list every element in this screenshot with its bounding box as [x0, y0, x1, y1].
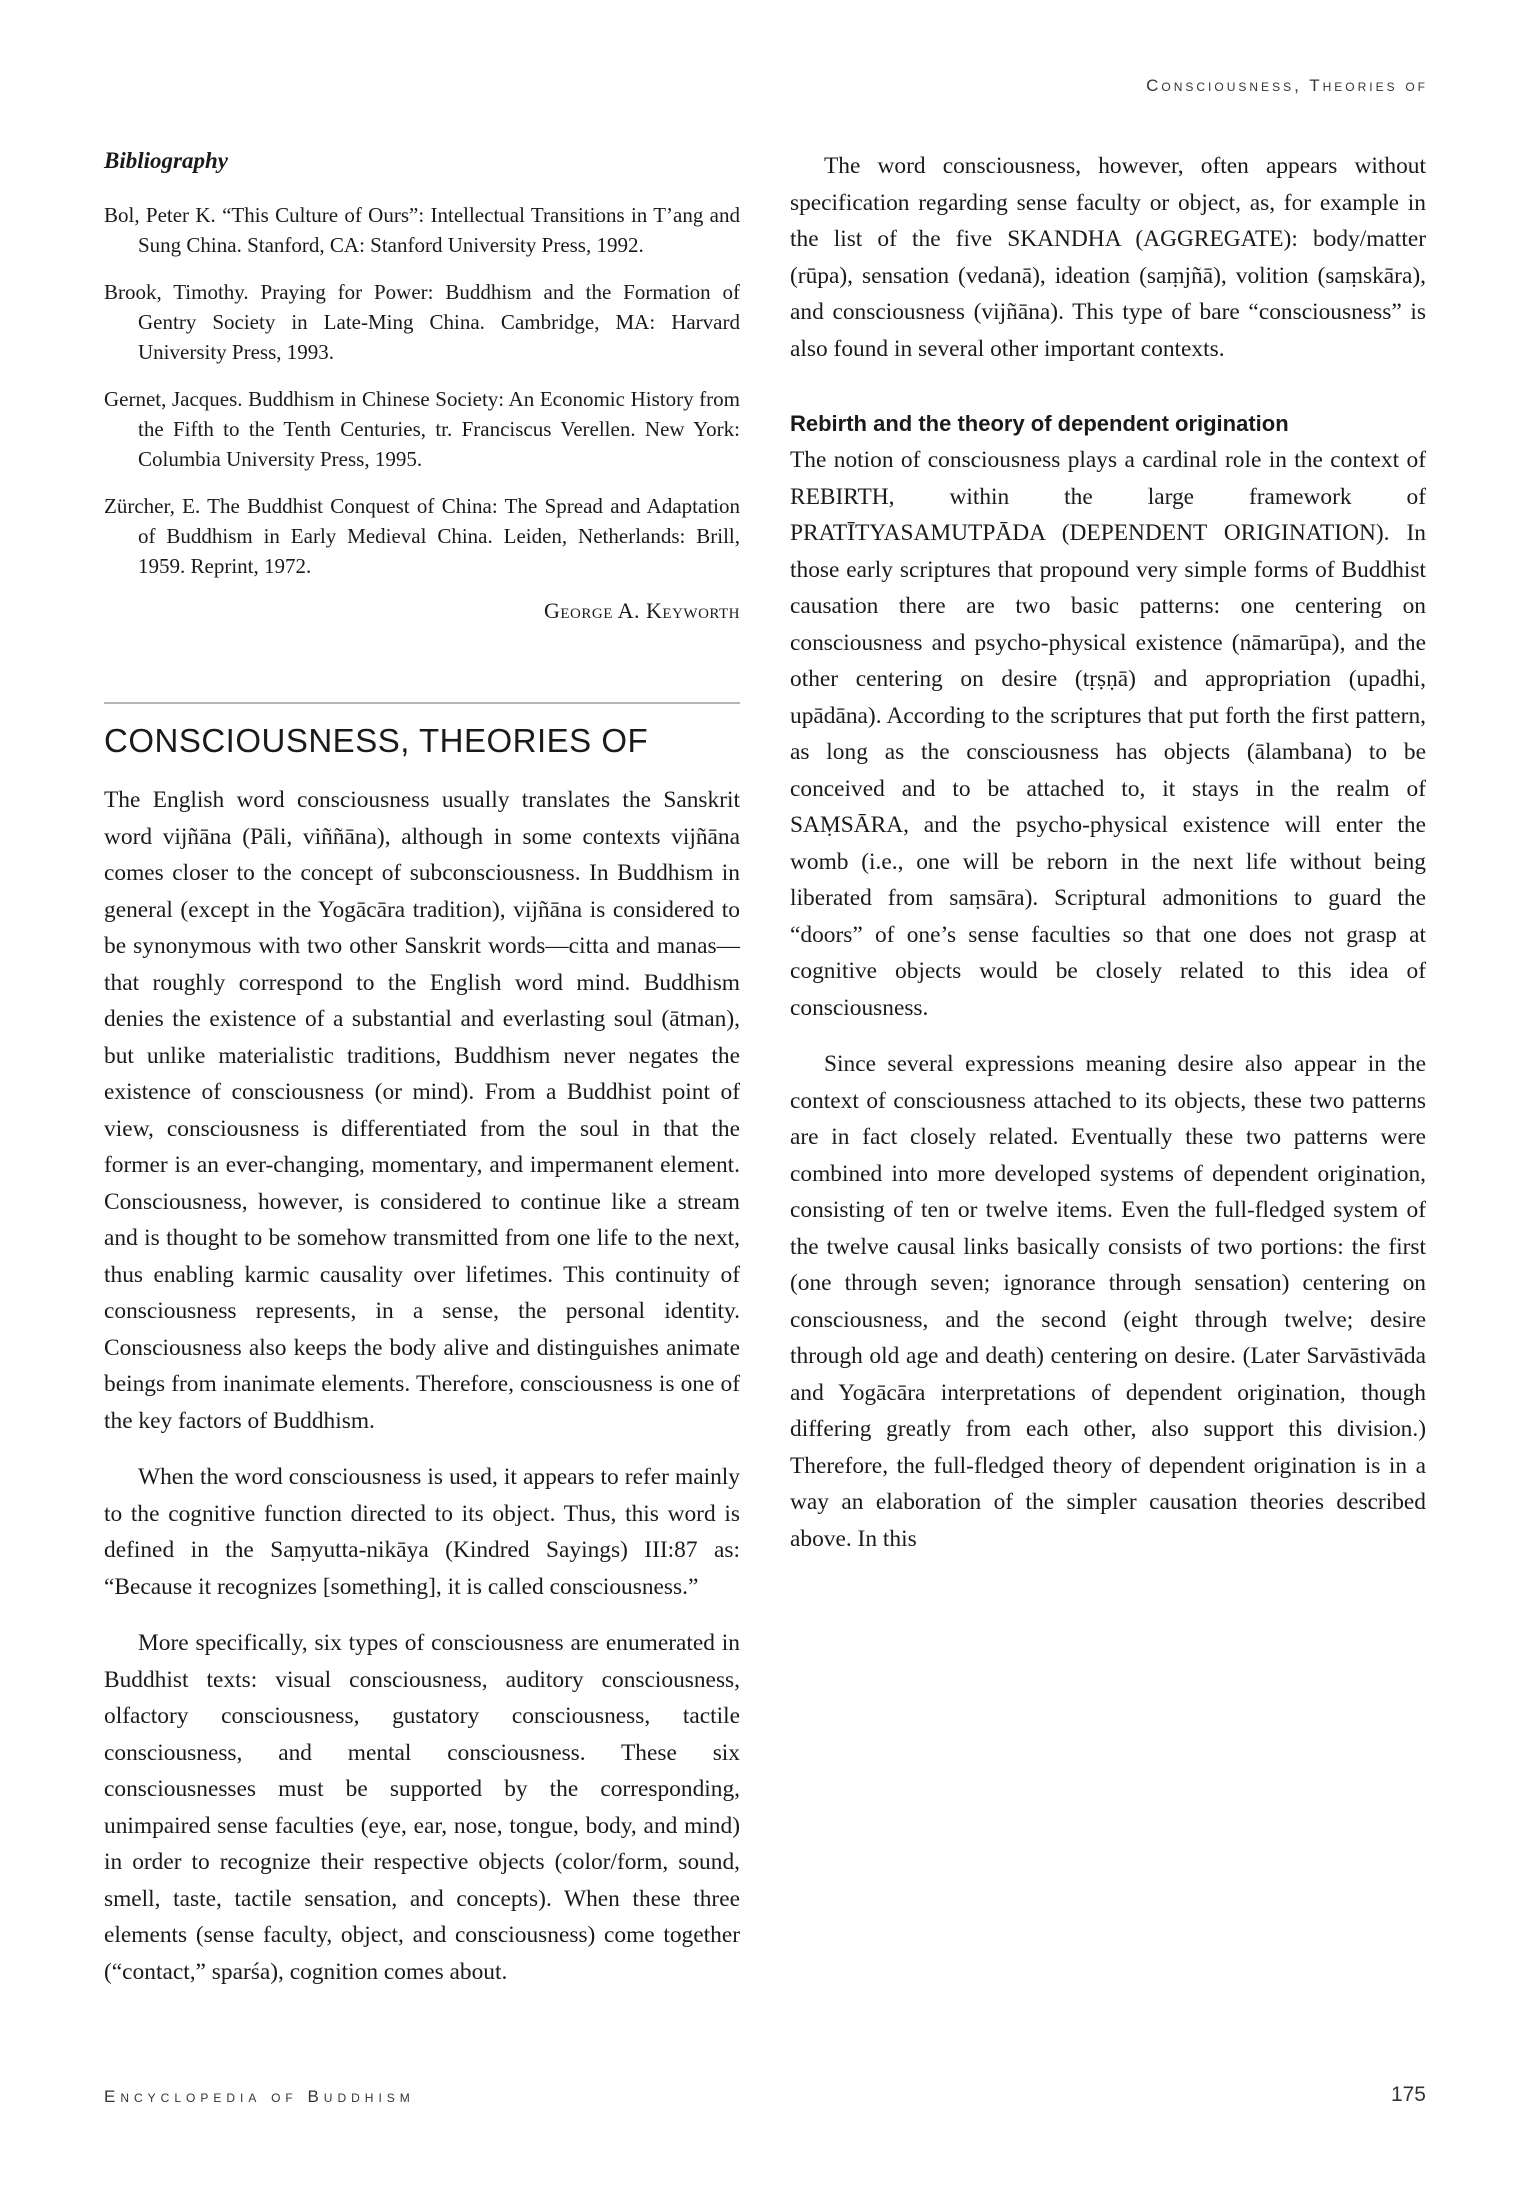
bibliography-entry: Zürcher, E. The Buddhist Conquest of China: The Spread and Adaptation of Buddhism in Early Medieval China. Leiden, Netherlands: Brill, 1959. Reprint, 1972.: [104, 494, 740, 578]
article-paragraph: When the word consciousness is used, it appears to refer mainly to the cognitive function directed to its object. Thus, this word is defined in the Saṃyutta-nikāya (Kindred Sayings) III:87 as: “Because it recognizes [something], it is called consciousness.”: [104, 1464, 740, 1600]
bibliography-heading: Bibliography: [104, 148, 228, 173]
article-paragraph: More specifically, six types of consciousness are enumerated in Buddhist texts: visual consciousness, auditory consciousness, olfactory consciousness, gustatory consciousness, tactile consciousness, and mental consciousness. These six consciousnesses must be supported by the corresponding, unimpaired sense faculties (eye, ear, nose, tongue, body, and mind) in order to recognize their respective objects (color/form, sound, smell, taste, tactile sensation, and concepts). When these three elements (sense faculty, object, and consciousness) come together (“contact,” sparśa), cognition comes about.: [104, 1630, 740, 1985]
article-paragraph: Since several expressions meaning desire also appear in the context of consciousness attached to its objects, these two patterns are in fact closely related. Eventually these two patterns were combined into more developed systems of dependent origination, consisting of ten or twelve items. Even the full-fledged system of the twelve causal links basically consists of two portions: the first (one through seven; ignorance through sensation) centering on consciousness, and the second (eight through twelve; desire through old age and death) centering on desire. (Later Sarvāstivāda and Yogācāra interpretations of dependent origination, though differing greatly from each other, also support this division.) Therefore, the full-fledged theory of dependent origination is in a way an elaboration of the simpler causation theories described above. In this: [790, 1051, 1426, 1552]
right-column: [790, 148, 1426, 1577]
footer-publication: Encyclopedia of Buddhism: [104, 2087, 415, 2106]
bibliography-entry: Brook, Timothy. Praying for Power: Buddhism and the Formation of Gentry Society in Late-Ming China. Cambridge, MA: Harvard University Press, 1993.: [104, 280, 740, 364]
bibliography-entry: Bol, Peter K. “This Culture of Ours”: Intellectual Transitions in T’ang and Sung China. Stanford, CA: Stanford University Press, 1992.: [104, 203, 740, 257]
article-paragraph: The English word consciousness usually translates the Sanskrit word vijñāna (Pāli, viññāna), although in some contexts vijñāna comes closer to the concept of subconsciousness. In Buddhism in general (except in the Yogācāra tradition), vijñāna is considered to be synonymous with two other Sanskrit words—citta and manas—that roughly correspond to the English word mind. Buddhism denies the existence of a substantial and everlasting soul (ātman), but unlike materialistic traditions, Buddhism never negates the existence of consciousness (or mind). From a Buddhist point of view, consciousness is differentiated from the soul in that the former is an ever-changing, momentary, and impermanent element. Consciousness, however, is considered to continue like a stream and is thought to be somehow transmitted from one life to the next, thus enabling karmic causality over lifetimes. This continuity of consciousness represents, in a sense, the personal identity. Consciousness also keeps the body alive and distinguishes animate beings from inanimate elements. Therefore, consciousness is one of the key factors of Buddhism.: [104, 787, 740, 1434]
article-paragraph: The notion of consciousness plays a cardinal role in the context of REBIRTH, within the large framework of PRATĪTYASAMUTPĀDA (DEPENDENT ORIGINATION). In those early scriptures that propound very simple forms of Buddhist causation there are two basic patterns: one centering on consciousness and psycho-physical existence (nāmarūpa), and the other centering on desire (tṛṣṇā) and appropriation (upadhi, upādāna). According to the scriptures that put forth the first pattern, as long as the consciousness has objects (ālambana) to be conceived and to be attached to, it stays in the realm of SAṂSĀRA, and the psycho-physical existence will enter the womb (i.e., one will be reborn in the next life without being liberated from saṃsāra). Scriptural admonitions to guard the “doors” of one’s sense faculties so that one does not grasp at cognitive objects would be closely related to this idea of consciousness.: [790, 447, 1426, 1021]
section-subheading: Rebirth and the theory of dependent origination: [790, 411, 1289, 436]
section-divider: [104, 702, 740, 704]
article-title: CONSCIOUSNESS, THEORIES OF: [104, 722, 649, 759]
bibliography-author: George A. Keyworth: [543, 598, 740, 623]
page-number: 175: [1390, 2083, 1426, 2106]
running-head: Consciousness, Theories of: [1146, 76, 1428, 95]
bibliography-entry: Gernet, Jacques. Buddhism in Chinese Society: An Economic History from the Fifth to the Tenth Centuries, tr. Franciscus Verellen. New York: Columbia University Press, 1995.: [104, 387, 740, 471]
left-column: [104, 148, 740, 2010]
article-paragraph: The word consciousness, however, often appears without specification regarding sense faculty or object, as, for example in the list of the five SKANDHA (AGGREGATE): body/matter (rūpa), sensation (vedanā), ideation (saṃjñā), volition (saṃskāra), and consciousness (vijñāna). This type of bare “consciousness” is also found in several other important contexts.: [790, 153, 1426, 362]
